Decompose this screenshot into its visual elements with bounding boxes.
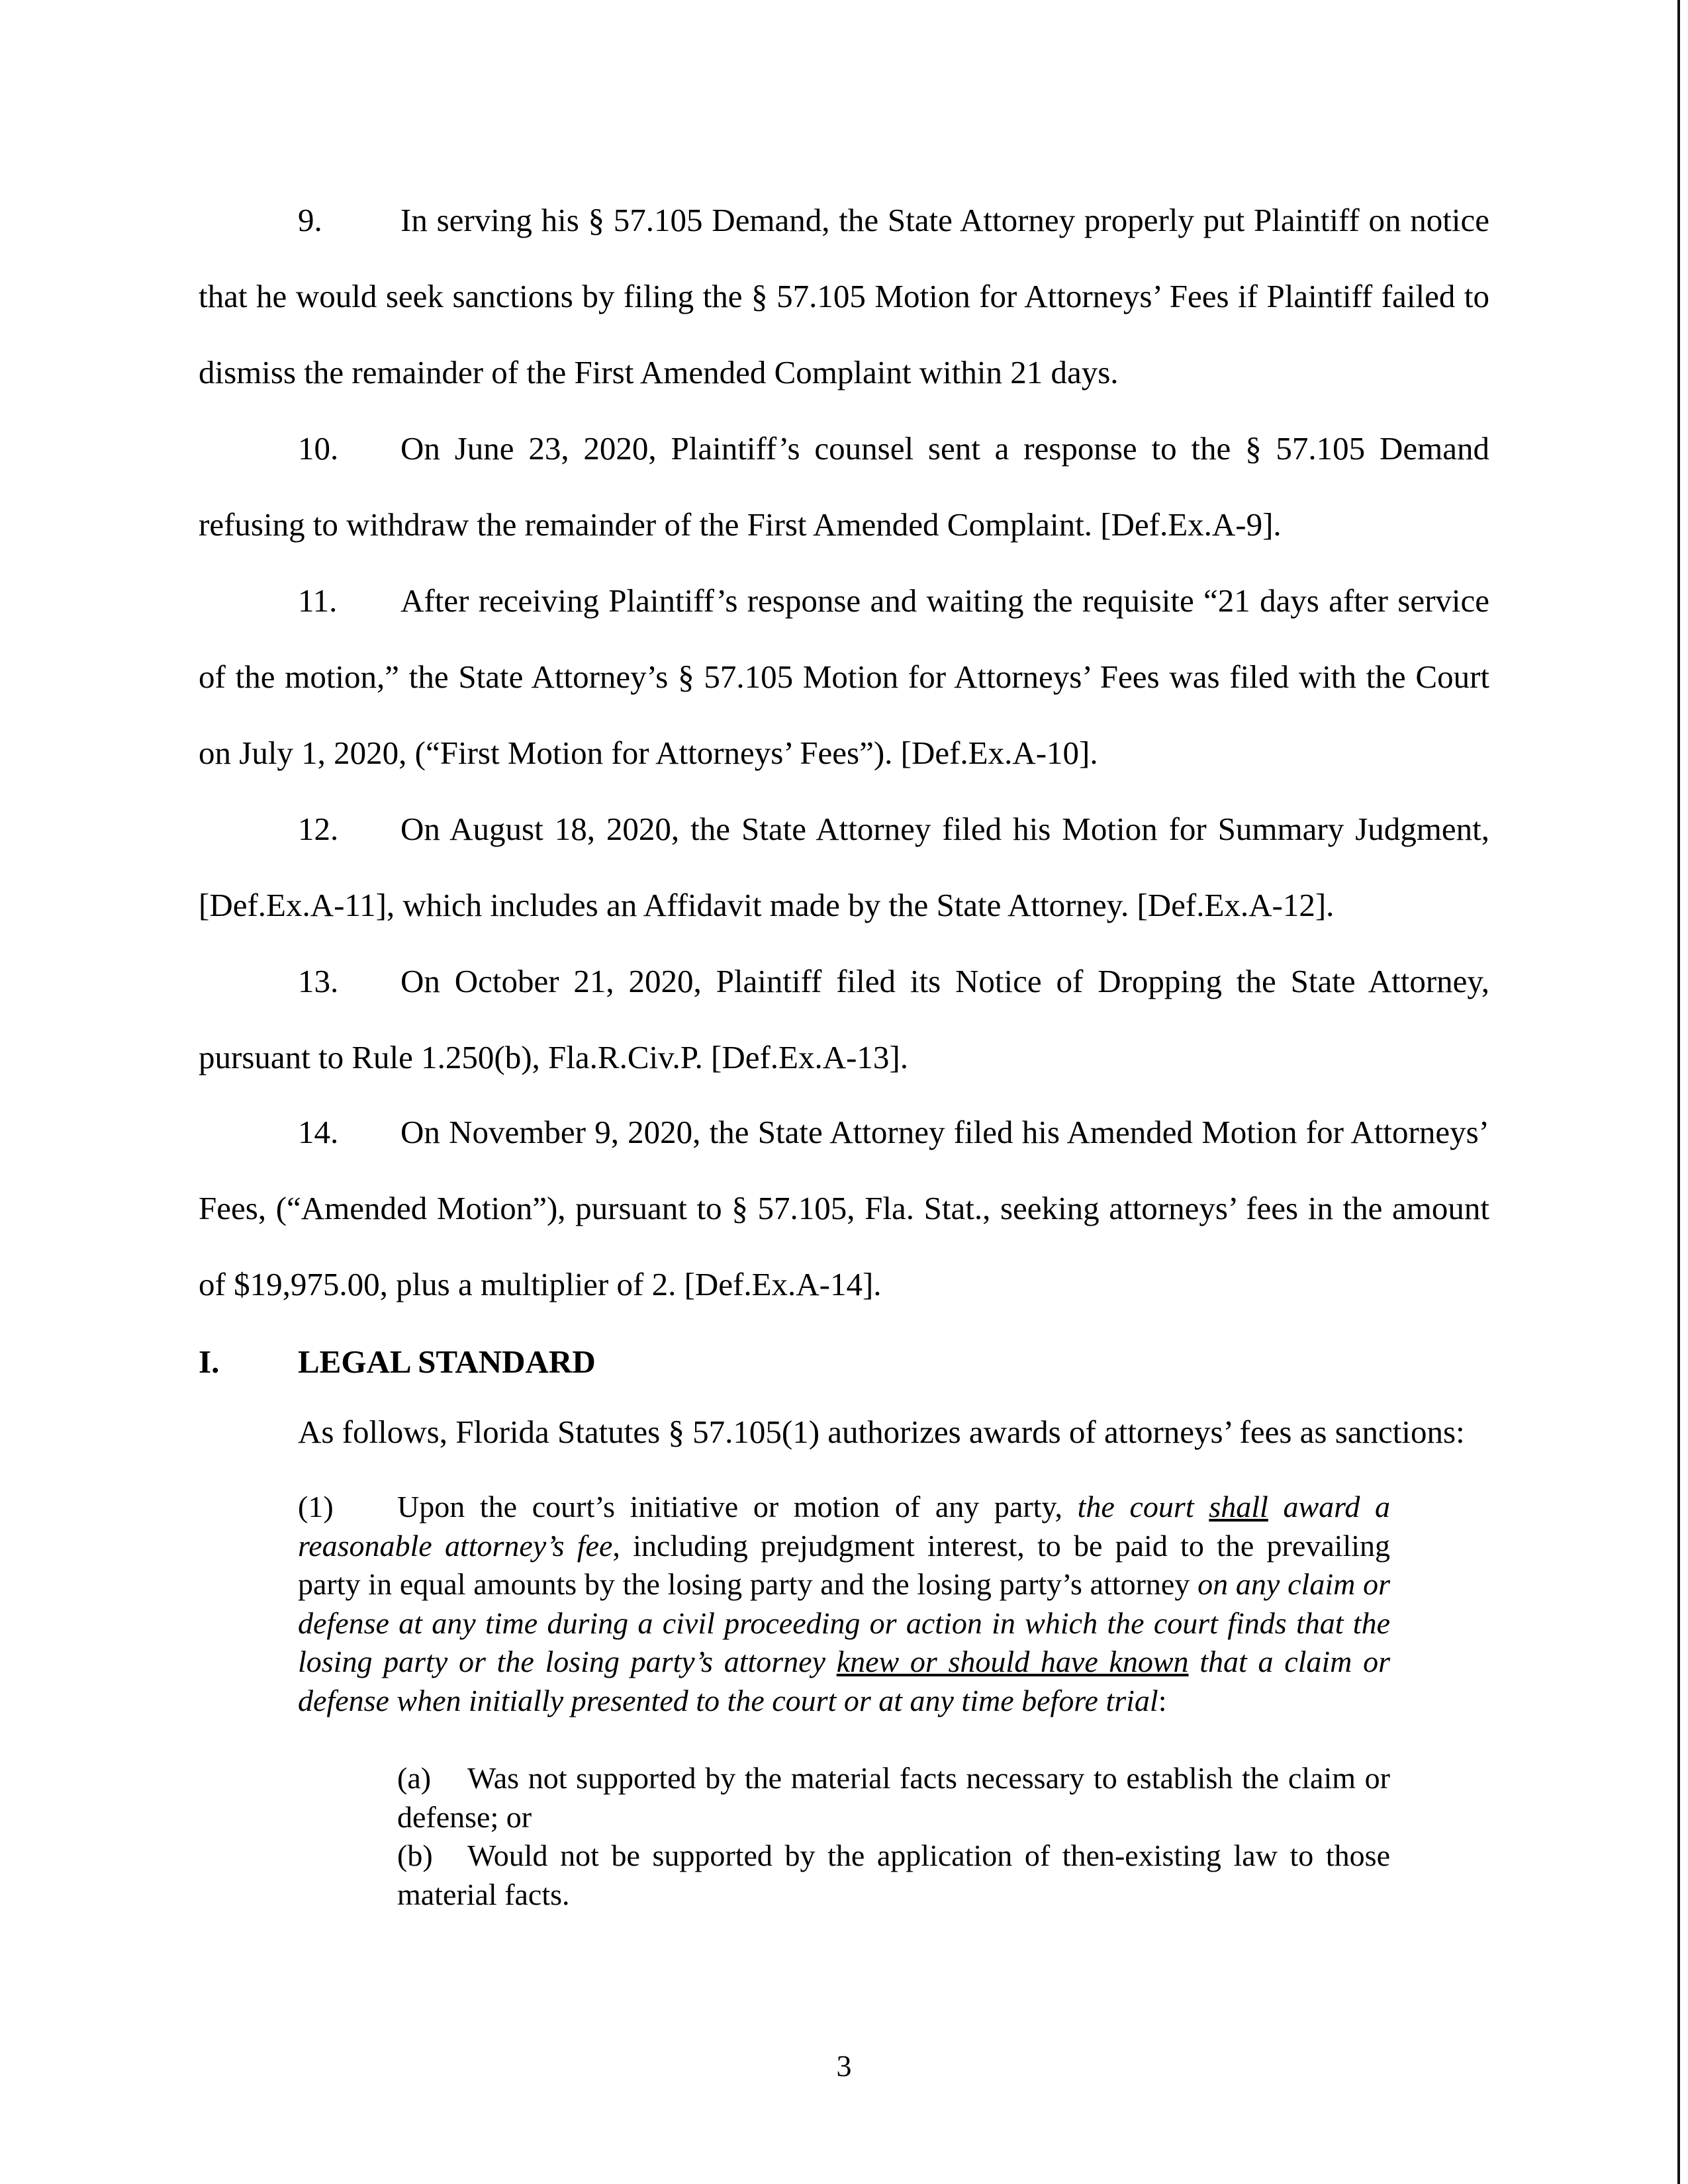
quote-italic-underlined (1209, 1490, 1268, 1524)
quote-italic-underlined (837, 1645, 1189, 1678)
paragraph-number: 11. (298, 582, 338, 619)
quote-number: (1) (298, 1490, 334, 1524)
quote-italic: on any claim or defense at any time during a civil proceeding or action in which the court finds that the losing party or the losing party’s attorney (298, 1567, 1391, 1678)
paragraph-12 (199, 791, 1489, 943)
paragraph-14 (199, 1094, 1489, 1322)
paragraph-11 (199, 563, 1489, 791)
section-title: LEGAL STANDARD (298, 1343, 596, 1380)
paragraph-13 (199, 943, 1489, 1095)
paragraph-text: On October 21, 2020, Plaintiff filed its Notice of Dropping the State Attorney, pursuant to Rule 1.250(b), Fla.R.Civ.P. [Def.Ex.A-13]. (199, 963, 1489, 1075)
item-text: Was not supported by the material facts necessary to establish the claim or defense; or (397, 1761, 1390, 1834)
paragraph-10 (199, 410, 1489, 563)
item-label: (b) (397, 1839, 433, 1872)
quote-italic: the court (1077, 1490, 1209, 1524)
paragraph-number: 13. (298, 963, 339, 999)
quote-underline-knew: knew or should have known (836, 1645, 1189, 1678)
quote-text: Upon the court’s initiative or motion of any party, (397, 1490, 1078, 1524)
quote-italic: that a claim or defense when initially presented to the court or at any time before trial (298, 1645, 1390, 1717)
statute-quote (298, 1488, 1390, 1720)
quote-underline-shall: shall (1209, 1490, 1268, 1524)
quote-text: , including prejudgment interest, to be paid to the prevailing party in equal amounts by the losing party and the losing party’s attorney (298, 1528, 1390, 1601)
paragraph-9 (199, 182, 1489, 410)
lead-paragraph: As follows, Florida Statutes § 57.105(1) authorizes awards of attorneys’ fees as sanctions: (298, 1414, 1465, 1450)
item-text: Would not be supported by the application of then-existing law to those material facts. (397, 1839, 1390, 1911)
section-number: I. (199, 1343, 220, 1380)
statute-item-a (397, 1759, 1390, 1837)
paragraph-text: After receiving Plaintiff’s response and waiting the requisite “21 days after service of the motion,” the State Attorney’s § 57.105 Motion for Attorneys’ Fees was filed with the Court on July 1, 2020, (“First Motion for Attorneys’ Fees”). [Def.Ex.A-10]. (199, 582, 1489, 771)
page-edge-rule (1677, 0, 1680, 2184)
paragraph-text: On August 18, 2020, the State Attorney filed his Motion for Summary Judgment, [Def.Ex.A-11], which includes an Affidavit made by the State Attorney. [Def.Ex.A-12]. (199, 811, 1489, 923)
page-number: 3 (836, 2049, 852, 2083)
paragraph-number: 10. (298, 430, 339, 467)
item-label: (a) (397, 1761, 432, 1795)
paragraph-text: On June 23, 2020, Plaintiff’s counsel sent a response to the § 57.105 Demand refusing to withdraw the remainder of the First Amended Complaint. [Def.Ex.A-9]. (199, 430, 1489, 543)
paragraph-text: On November 9, 2020, the State Attorney filed his Amended Motion for Attorneys’ Fees, (“Amended Motion”), pursuant to § 57.105, Fla. Stat., seeking attorneys’ fees in the amount of $19,975.00, plus a multiplier of 2. [Def.Ex.A-14]. (199, 1114, 1489, 1302)
statute-item-b (397, 1837, 1390, 1914)
paragraph-number: 12. (298, 811, 339, 847)
paragraph-number: 9. (298, 202, 322, 238)
quote-text: : (1158, 1683, 1167, 1717)
section-heading (199, 1336, 596, 1388)
quote-italic: award a reasonable attorney’s fee (298, 1490, 1390, 1563)
paragraph-number: 14. (298, 1114, 339, 1150)
paragraph-text: In serving his § 57.105 Demand, the State Attorney properly put Plaintiff on notice that he would seek sanctions by filing the § 57.105 Motion for Attorneys’ Fees if Plaintiff failed to dismiss the remainder of the First Amended Complaint within 21 days. (199, 202, 1489, 390)
